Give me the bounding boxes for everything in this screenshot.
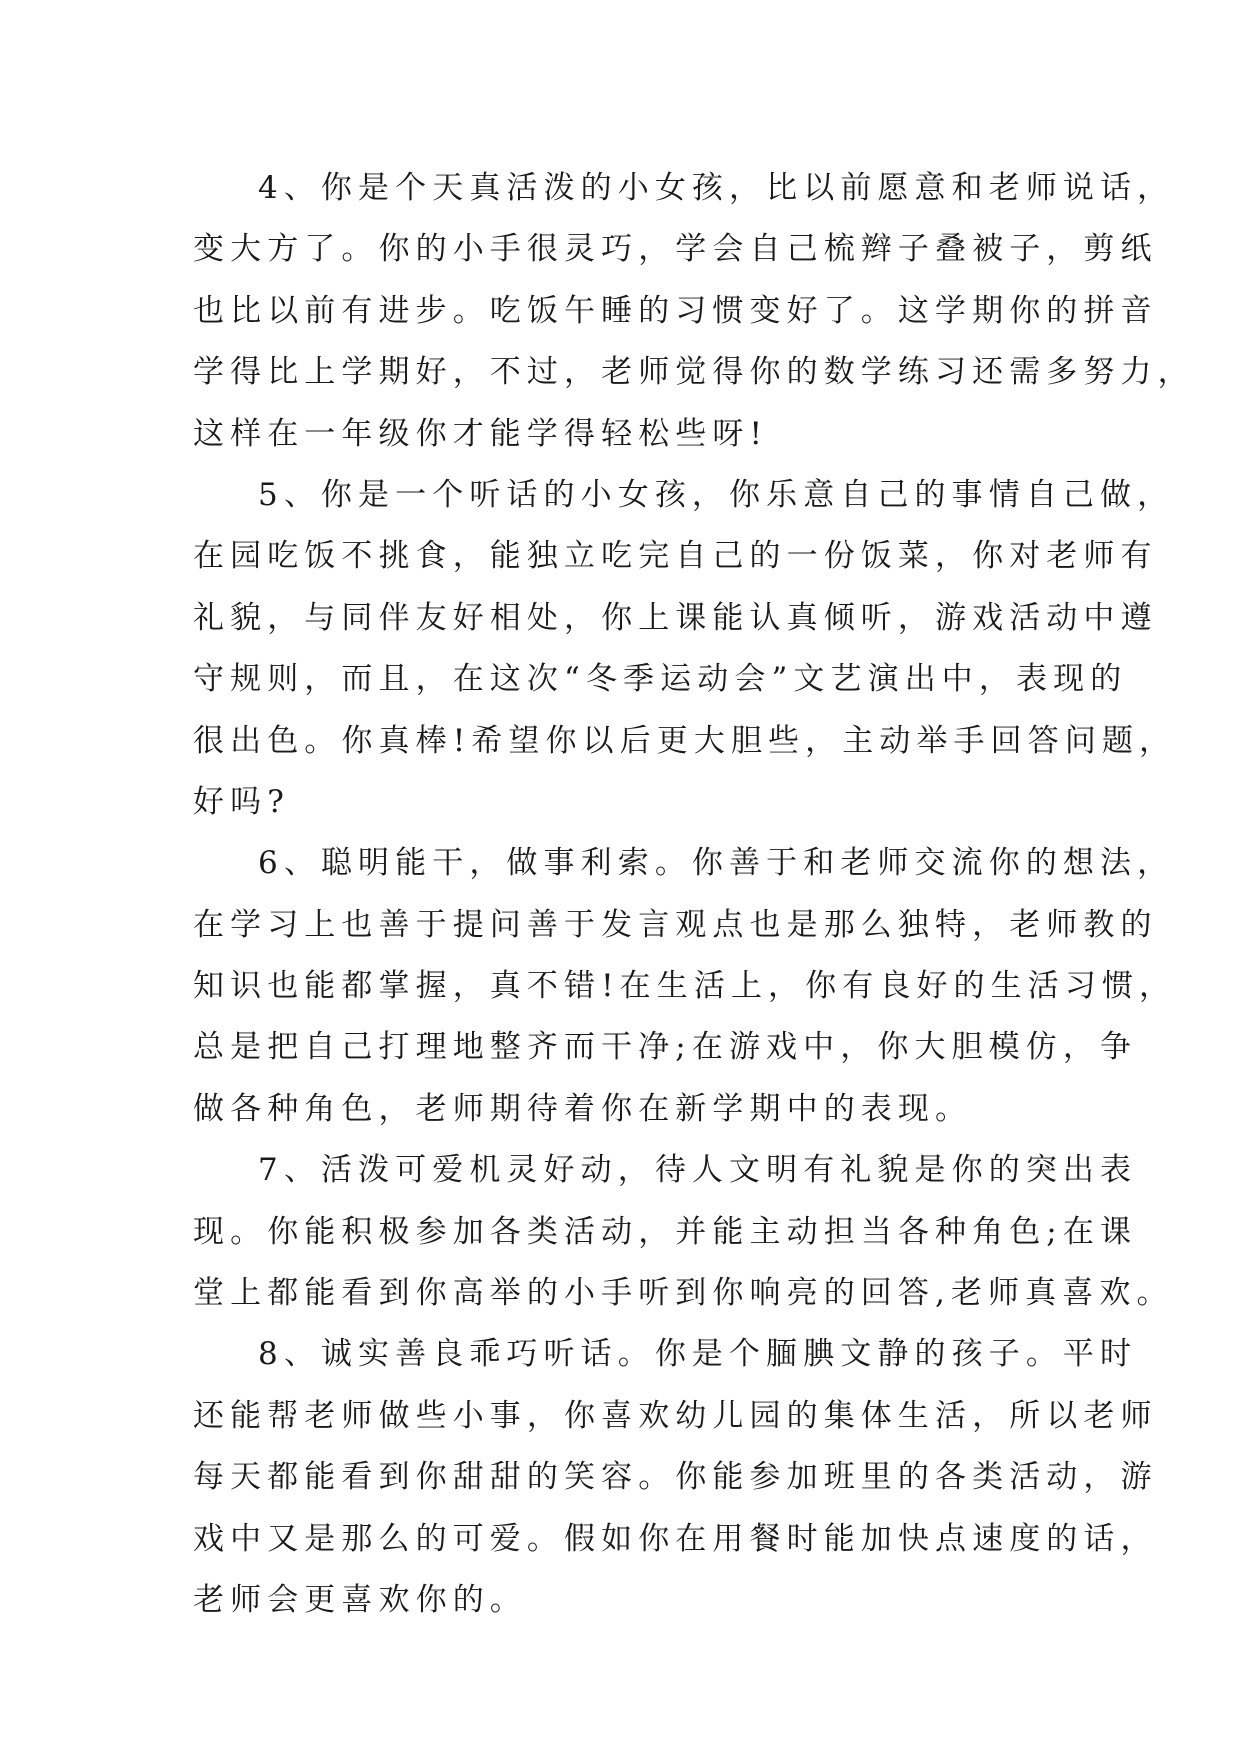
- paragraph-8: [193, 1324, 1158, 1631]
- paragraph-6: [193, 833, 1177, 1140]
- text-line: 总是把自己打理地整齐而干净;在游戏中，你大胆模仿，争: [193, 1029, 1138, 1066]
- paragraph-7: [193, 1140, 1174, 1324]
- text-line: 在园吃饭不挑食，能独立吃完自己的一份饭菜，你对老师有: [193, 538, 1158, 575]
- text-line: 现。你能积极参加各类活动，并能主动担当各种角色;在课: [193, 1213, 1138, 1250]
- text-line: 学得比上学期好，不过，老师觉得你的数学练习还需多努力，: [193, 354, 1195, 391]
- text-line: 老师会更喜欢你的。: [193, 1581, 527, 1618]
- text-line: 还能帮老师做些小事，你喜欢幼儿园的集体生活，所以老师: [193, 1397, 1158, 1434]
- text-line: 这样在一年级你才能学得轻松些呀!: [193, 415, 769, 452]
- text-line: 戏中又是那么的可爱。假如你在用餐时能加快点速度的话，: [193, 1520, 1158, 1557]
- text-line: 礼貌，与同伴友好相处，你上课能认真倾听，游戏活动中遵: [193, 599, 1158, 636]
- text-line: 知识也能都掌握，真不错!在生活上，你有良好的生活习惯，: [193, 968, 1177, 1005]
- text-line: 堂上都能看到你高举的小手听到你响亮的回答,老师真喜欢。: [193, 1275, 1174, 1312]
- text-line: 好吗?: [193, 783, 290, 820]
- text-line: 8、诚实善良乖巧听话。你是个腼腆文静的孩子。平时: [258, 1336, 1138, 1373]
- text-line: 很出色。你真棒!希望你以后更大胆些，主动举手回答问题，: [193, 722, 1177, 759]
- text-line: 6、聪明能干，做事利索。你善于和老师交流你的想法，: [258, 845, 1175, 882]
- paragraph-5: [193, 465, 1177, 833]
- text-line: 在学习上也善于提问善于发言观点也是那么独特，老师教的: [193, 906, 1158, 943]
- text-line: 变大方了。你的小手很灵巧，学会自己梳辫子叠被子，剪纸: [193, 231, 1158, 268]
- text-line: 做各种角色，老师期待着你在新学期中的表现。: [193, 1090, 973, 1127]
- text-line: 7、活泼可爱机灵好动，待人文明有礼貌是你的突出表: [258, 1152, 1138, 1189]
- paragraph-4: [193, 158, 1195, 465]
- text-line: 也比以前有进步。吃饭午睡的习惯变好了。这学期你的拼音: [193, 292, 1158, 329]
- text-line: 每天都能看到你甜甜的笑容。你能参加班里的各类活动，游: [193, 1459, 1158, 1496]
- text-line: 4、你是个天真活泼的小女孩，比以前愿意和老师说话，: [258, 170, 1175, 206]
- document-body: [193, 158, 1195, 1631]
- text-line: 守规则，而且，在这次“冬季运动会”文艺演出中，表现的: [193, 661, 1128, 698]
- text-line: 5、你是一个听话的小女孩，你乐意自己的事情自己做，: [258, 476, 1175, 513]
